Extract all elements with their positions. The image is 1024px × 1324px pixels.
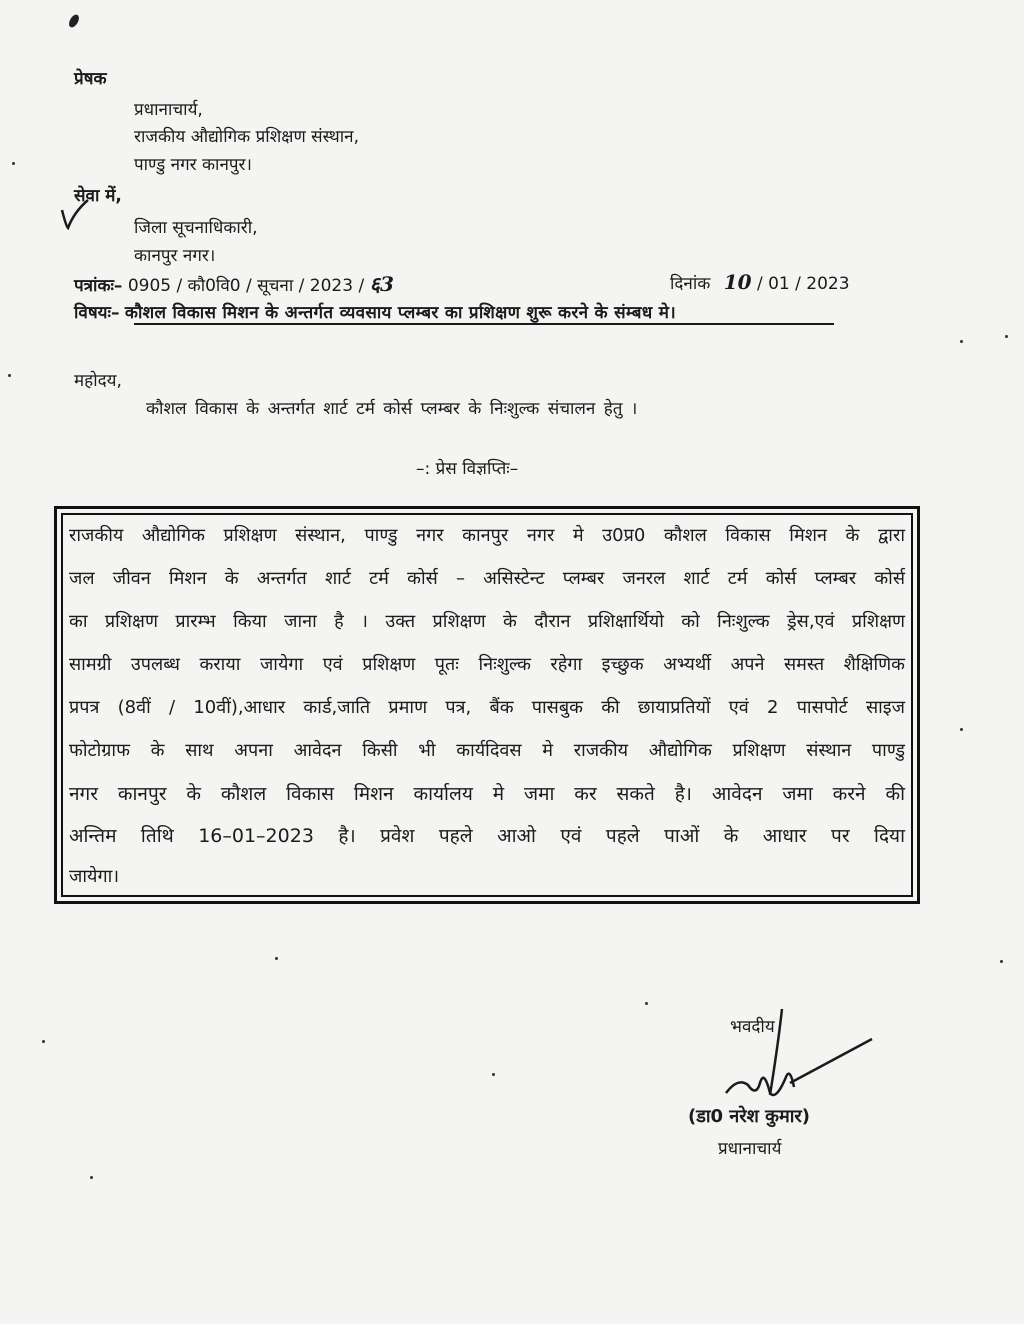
scan-speck	[42, 1040, 45, 1043]
closing-regards: भवदीय	[730, 1017, 775, 1037]
scan-speck	[645, 1002, 648, 1005]
notice-box	[54, 506, 920, 904]
notice-line: जल जीवन मिशन के अन्तर्गत शार्ट टर्म कोर्स – असिस्टेन्ट प्लम्बर जनरल शार्ट टर्म कोर्स प्लम्बर कोर्स	[69, 568, 905, 589]
subject-text: कौशल विकास मिशन के अन्तर्गत व्यवसाय प्लम्बर का प्रशिक्षण शुरू करने के संम्बध मे।	[124, 303, 676, 323]
recipient-line: कानपुर नगर।	[134, 246, 216, 266]
sender-line: पाण्डु नगर कानपुर।	[134, 155, 252, 175]
reference-label: पत्रांकः–	[74, 276, 123, 296]
reference-handwritten: ६3	[369, 272, 394, 296]
scan-speck	[960, 728, 963, 731]
date-day-handwritten: 10	[723, 270, 752, 294]
signatory-name: (डा0 नरेश कुमार)	[688, 1106, 811, 1127]
scan-speck	[90, 1176, 93, 1179]
salutation: महोदय,	[74, 371, 122, 391]
date-line	[670, 270, 850, 294]
notice-line: अन्तिम तिथि 16–01–2023 है। प्रवेश पहले आओ एवं पहले पाओं के आधार पर दिया	[69, 825, 905, 847]
signatory-designation: प्रधानाचार्य	[718, 1139, 782, 1159]
reference-line	[74, 270, 394, 297]
scan-speck	[12, 162, 15, 165]
notice-line: राजकीय औद्योगिक प्रशिक्षण संस्थान, पाण्डु नगर कानपुर नगर मे उ0प्र0 कौशल विकास मिशन के द्वारा	[69, 525, 905, 546]
scan-mark	[67, 13, 81, 29]
scan-speck	[1005, 335, 1008, 338]
date-label: दिनांक	[670, 274, 711, 294]
notice-line: प्रपत्र (8वीं / 10वीं),आधार कार्ड,जाति प्रमाण पत्र, बैंक पासबुक की छायाप्रतियों एवं 2 पासपोर्ट साइज	[69, 697, 905, 718]
date-rest: / 01 / 2023	[756, 274, 850, 294]
scan-speck	[492, 1073, 495, 1076]
scan-speck	[8, 374, 11, 377]
sender-label: प्रेषक	[74, 69, 107, 89]
reference-number: 0905 / कौ0वि0 / सूचना / 2023 /	[127, 276, 365, 296]
notice-line: सामग्री उपलब्ध कराया जायेगा एवं प्रशिक्षण पूतः निःशुल्क रहेगा इच्छुक अभ्यर्थी अपने समस्त शैक्षिणिक	[69, 654, 905, 675]
recipient-line: जिला सूचनाधिकारी,	[134, 218, 258, 238]
notice-line: फोटोग्राफ के साथ अपना आवेदन किसी भी कार्यदिवस मे राजकीय औद्योगिक प्रशिक्षण संस्थान पाण्डु	[69, 740, 905, 761]
notice-line: जायेगा।	[69, 866, 120, 887]
sender-line: प्रधानाचार्य,	[134, 100, 203, 120]
notice-line: का प्रशिक्षण प्रारम्भ किया जाना है । उक्त प्रशिक्षण के दौरान प्रशिक्षार्थियो को निःशुल्क ड्रेस,एवं प्रशिक्षण	[69, 611, 905, 632]
subject-underline	[134, 323, 834, 325]
signature-image	[720, 1005, 880, 1105]
scan-speck	[275, 957, 278, 960]
scan-speck	[960, 340, 963, 343]
recipient-label: सेवा में,	[74, 186, 122, 206]
subject-line	[74, 300, 676, 323]
sender-line: राजकीय औद्योगिक प्रशिक्षण संस्थान,	[134, 127, 360, 147]
notice-line: नगर कानपुर के कौशल विकास मिशन कार्यालय मे जमा कर सकते है। आवेदन जमा करने की	[69, 783, 905, 805]
intro-text: कौशल विकास के अन्तर्गत शार्ट टर्म कोर्स प्लम्बर के निःशुल्क संचालन हेतु ।	[146, 399, 638, 419]
subject-label: विषयः–	[74, 303, 120, 323]
scan-speck	[1000, 960, 1003, 963]
press-heading: –: प्रेस विज्ञप्तिः–	[416, 459, 519, 479]
